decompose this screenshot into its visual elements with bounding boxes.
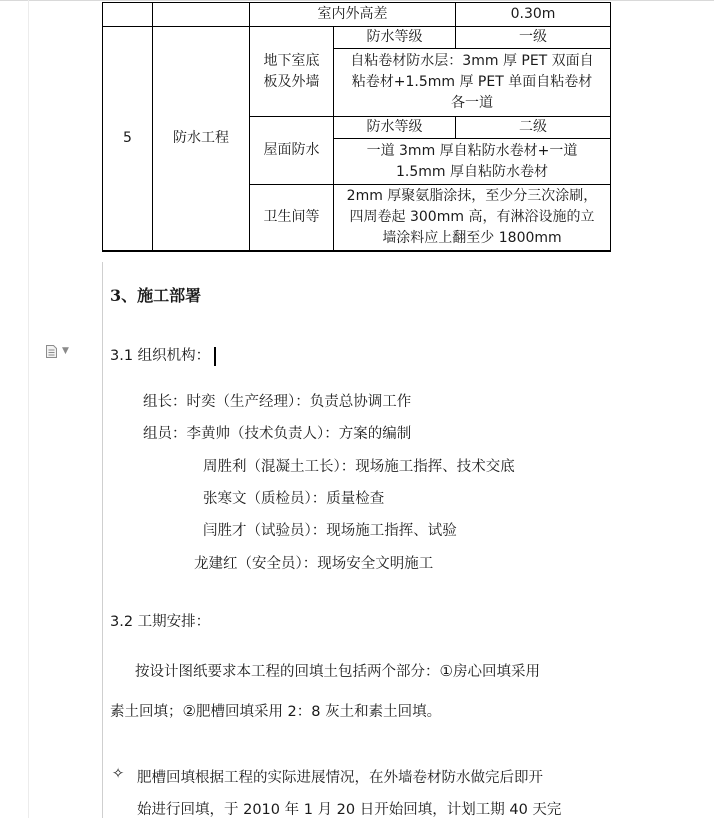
- backfill-paragraph-line2: 始进行回填，于 2010 年 1 月 20 日开始回填，计划工期 40 天完: [137, 802, 562, 818]
- section-3-1-title: 3.1 组织机构：: [110, 348, 211, 364]
- schedule-text: 房心回填采用: [452, 664, 540, 680]
- section-3-1-title-line[interactable]: [110, 344, 216, 366]
- circled-number-2: ②: [182, 702, 196, 720]
- waterproofing-spec-table: [102, 2, 611, 252]
- document-icon[interactable]: [46, 345, 57, 358]
- org-member-line: 组长：时奕（生产经理）：负责总协调工作: [143, 394, 412, 410]
- bathroom-desc-line2: 四周卷起 300mm 高，有淋浴设施的立: [349, 208, 595, 225]
- basement-label-line1: 地下室底: [263, 52, 320, 69]
- basement-label-line2: 板及外墙: [263, 73, 320, 90]
- indoor-outdoor-label: 室内外高差: [250, 3, 456, 27]
- bathroom-desc-line1: 2mm 厚聚氨脂涂抹，至少分三次涂刷，: [346, 187, 598, 204]
- schedule-paragraph-line2: [110, 700, 441, 721]
- section-3-2-title: 3.2 工期安排：: [110, 614, 211, 630]
- schedule-text: 按设计图纸要求本工程的回填土包括两个部分：: [135, 664, 440, 680]
- table-row: [103, 27, 611, 49]
- section-3-heading: 3、施工部署: [110, 286, 202, 305]
- backfill-paragraph-line1: 肥槽回填根据工程的实际进展情况，在外墙卷材防水做完后即开: [137, 770, 543, 786]
- schedule-text: 素土回填；: [110, 704, 183, 720]
- chevron-down-icon[interactable]: ▼: [62, 346, 69, 356]
- basement-label-cell: [250, 27, 334, 117]
- indoor-outdoor-value: 0.30m: [456, 3, 611, 27]
- basement-description: [334, 49, 611, 117]
- org-member-line: 闫胜才（试验员）：现场施工指挥、试验: [203, 523, 457, 539]
- basement-desc-line3: 各一道: [451, 95, 493, 111]
- bathroom-description: [334, 185, 611, 251]
- table-cell: [103, 3, 153, 27]
- bullet-diamond-icon: ✧: [112, 766, 125, 782]
- text-cursor: [214, 347, 216, 366]
- basement-desc-line2: 粘卷材+1.5mm 厚 PET 单面自粘卷材: [351, 74, 593, 90]
- circled-number-1: ①: [439, 662, 453, 680]
- roof-desc-line2: 1.5mm 厚自粘防水卷材: [396, 163, 548, 180]
- org-member-line: 龙建红（安全员）：现场安全文明施工: [194, 556, 434, 572]
- roof-grade-label: 防水等级: [334, 117, 456, 139]
- section-number-cell: 5: [103, 27, 153, 251]
- left-page-guide: [28, 0, 29, 818]
- basement-grade-label: 防水等级: [334, 27, 456, 49]
- roof-description: [334, 139, 611, 185]
- table-row: [103, 3, 611, 27]
- roof-desc-line1: 一道 3mm 厚自粘防水卷材+一道: [366, 142, 578, 159]
- section-name-cell: 防水工程: [153, 27, 250, 251]
- basement-desc-line1: 自粘卷材防水层：3mm 厚 PET 双面自: [350, 53, 594, 69]
- schedule-paragraph-line1: [135, 660, 540, 681]
- bathroom-label-cell: 卫生间等: [250, 185, 334, 251]
- text-margin-guide: [102, 262, 103, 818]
- roof-label-cell: 屋面防水: [250, 117, 334, 185]
- org-member-line: 周胜利（混凝土工长）：现场施工指挥、技术交底: [203, 459, 515, 475]
- page-top-border: [0, 0, 714, 1]
- org-member-line: 张寒文（质检员）：质量检查: [203, 491, 385, 507]
- table-cell: [153, 3, 250, 27]
- roof-grade-value: 二级: [456, 117, 611, 139]
- org-member-line: 组员：李黄帅（技术负责人）：方案的编制: [143, 426, 412, 442]
- schedule-text: 肥槽回填采用 2：8 灰土和素土回填。: [195, 704, 442, 720]
- basement-grade-value: 一级: [456, 27, 611, 49]
- bathroom-desc-line3: 墙涂料应上翻至少 1800mm: [382, 229, 562, 246]
